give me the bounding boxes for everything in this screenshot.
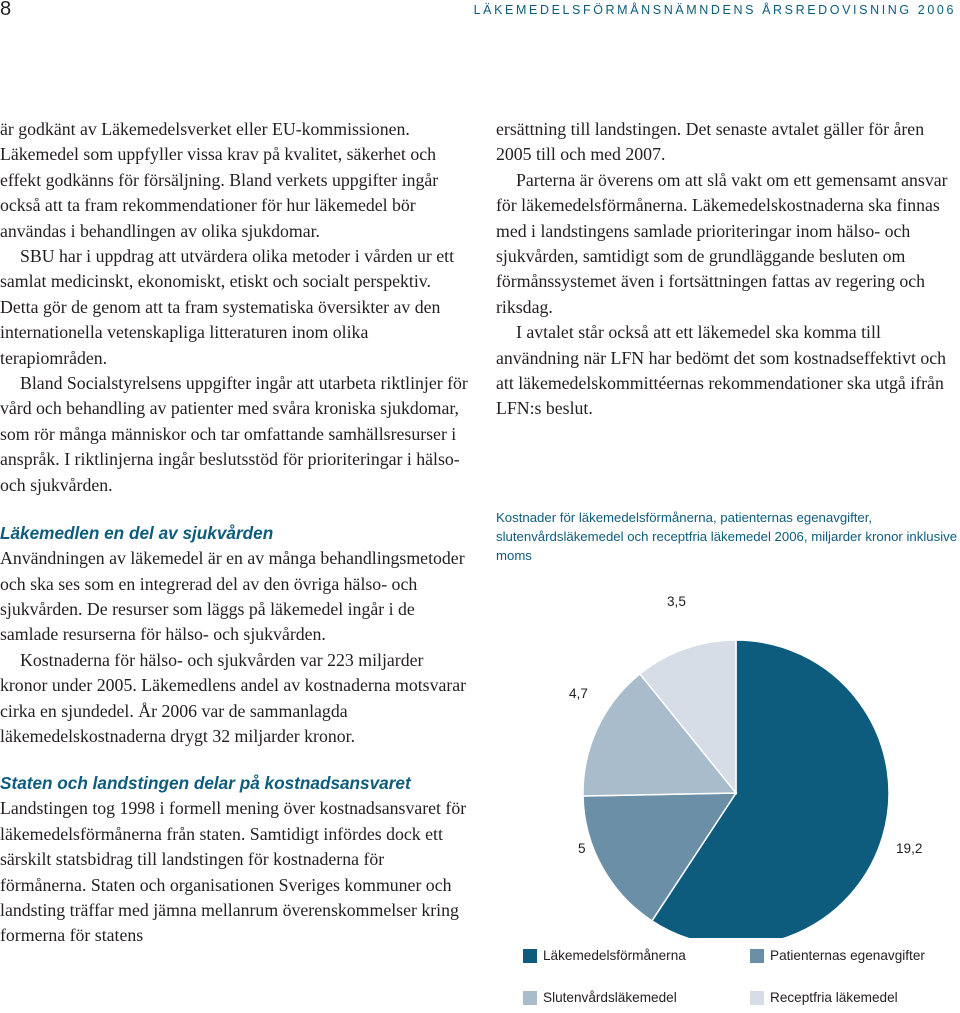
paragraph: SBU har i uppdrag att utvärdera olika metoder i vården ur ett samlat medicinskt, ekonomiskt, etiskt och socialt perspektiv. Detta gör de genom att ta fram systematiska översikter av den internationella vetenskapliga litteraturen inom olika terapiområden. <box>0 246 455 368</box>
legend-label: Receptfria läkemedel <box>770 990 898 1005</box>
pie-chart <box>496 508 960 938</box>
legend-item <box>523 948 686 963</box>
legend-label: Läkemedelsförmånerna <box>543 948 686 963</box>
paragraph: är godkänt av Läkemedelsverket eller EU-kommissionen. Läkemedel som uppfyller vissa krav på kvalitet, säkerhet och effekt godkänns för försäljning. Bland verkets uppgifter ingår också att ta fram rekommendationer för hur läkemedel bör användas i behandlingen av olika sjukdomar. <box>0 119 439 241</box>
legend-label: Patienternas egenavgifter <box>770 948 925 963</box>
right-column <box>496 117 960 422</box>
paragraph: Landstingen tog 1998 i formell mening över kostnadsansvaret för läkemedelsförmånerna från staten. Samtidigt infördes dock ett särskilt statsbidrag till landstingen för kostnaderna för förmånerna. Staten och organisationen Sveriges kommuner och landsting träffar med jämna mellanrum överenskommelser kring formerna för statens <box>0 798 467 946</box>
section-heading: Läkemedlen en del av sjukvården <box>0 523 274 544</box>
paragraph: Parterna är överens om att slå vakt om ett gemensamt ansvar för läkemedelsförmånerna. Läkemedelskostnaderna ska finnas med i landstingens samlade prioriteringar inom hälso- och sjukvården, samtidigt som de grundläggande besluten om förmånssystemet även i fortsättningen fattas av regering och riksdag. <box>496 169 948 317</box>
legend-item <box>750 948 925 963</box>
section-heading: Staten och landstingen delar på kostnadsansvaret <box>0 773 411 794</box>
slice-value-label: 3,5 <box>667 594 686 609</box>
running-header: LÄKEMEDELSFÖRMÅNSNÄMNDENS ÅRSREDOVISNING 2006 <box>473 3 956 17</box>
slice-value-label: 4,7 <box>569 686 588 701</box>
legend-item <box>523 990 677 1005</box>
paragraph: Kostnaderna för hälso- och sjukvården var 223 miljarder kronor under 2005. Läkemedlens andel av kostnaderna motsvarar cirka en sjundedel. År 2006 var de sammanlagda läkemedelskostnaderna drygt 32 miljarder kronor. <box>0 649 467 746</box>
legend-swatch <box>750 991 764 1005</box>
legend-swatch <box>523 949 537 963</box>
paragraph: Användningen av läkemedel är en av många behandlingsmetoder och ska ses som en integrerad del av den övriga hälso- och sjukvården. De resurser som läggs på läkemedel ingår i de samlade resurserna för hälso- och sjukvården. <box>0 548 465 645</box>
paragraph: ersättning till landstingen. Det senaste avtalet gäller för åren 2005 till och med 2007. <box>496 119 925 165</box>
paragraph: I avtalet står också att ett läkemedel ska komma till användning när LFN har bedömt det som kostnadseffektivt och att läkemedelskommittéernas rekommendationer ska utgå ifrån LFN:s beslut. <box>496 322 947 419</box>
legend-swatch <box>750 949 764 963</box>
chart-block <box>496 508 960 1013</box>
paragraph: Bland Socialstyrelsens uppgifter ingår att utarbeta riktlinjer för vård och behandling av patienter med svåra kroniska sjukdomar, som rör många människor och tar omfattande samhällsresurser i anspråk. I riktlinjerna ingår beslutsstöd för prioriteringar i hälso- och sjukvården. <box>0 373 468 495</box>
legend-swatch <box>523 991 537 1005</box>
legend-label: Slutenvårdsläkemedel <box>543 990 677 1005</box>
chart-title: Kostnader för läkemedelsförmånerna, patienternas egenavgifter, slutenvårdsläkemedel och receptfria läkemedel 2006, miljarder kronor inklusive moms <box>496 510 958 563</box>
page-number: 8 <box>0 0 12 20</box>
legend-item <box>750 990 898 1005</box>
slice-value-label: 19,2 <box>896 841 923 856</box>
left-column <box>0 117 470 949</box>
slice-value-label: 5 <box>578 841 586 856</box>
